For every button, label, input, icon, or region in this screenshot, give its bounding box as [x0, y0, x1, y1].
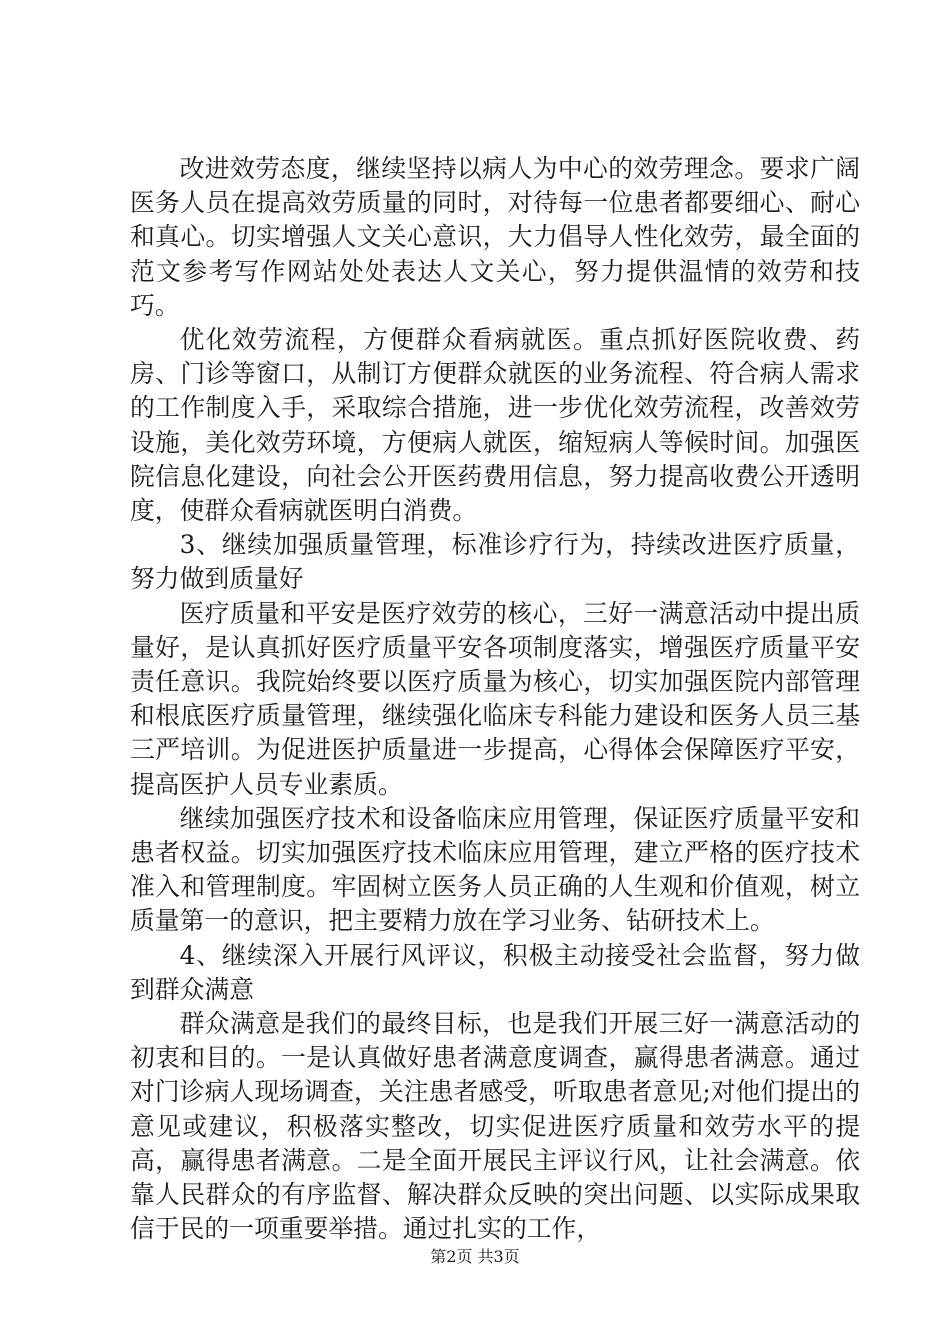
document-body	[130, 152, 860, 1247]
paragraph-optimize-process: 优化效劳流程，方便群众看病就医。重点抓好医院收费、药房、门诊等窗口，从制订方便群众就医的业务流程、符合病人需求的工作制度入手，采取综合措施，进一步优化效劳流程，改善效劳设施，美化效劳环境，方便病人就医，缩短病人等候时间。加强医院信息化建设，向社会公开医药费用信息，努力提高收费公开透明度，使群众看病就医明白消费。	[130, 325, 860, 526]
section-heading-satisfaction: 4、继续深入开展行风评议，积极主动接受社会监督，努力做到群众满意	[130, 940, 860, 1004]
paragraph-public-satisfaction: 群众满意是我们的最终目标，也是我们开展三好一满意活动的初衷和目的。一是认真做好患者满意度调查，赢得患者满意。通过对门诊病人现场调查，关注患者感受，听取患者意见;对他们提出的意见或建议，积极落实整改，切实促进医疗质量和效劳水平的提高，赢得患者满意。二是全面开展民主评议行风，让社会满意。依靠人民群众的有序监督、解决群众反映的突出问题、以实际成果取信于民的一项重要举措。通过扎实的工作，	[130, 1009, 860, 1244]
paragraph-service-attitude: 改进效劳态度，继续坚持以病人为中心的效劳理念。要求广阔医务人员在提高效劳质量的同时，对待每一位患者都要细心、耐心和真心。切实增强人文关心意识，大力倡导人性化效劳，最全面的范文参考写作网站处处表达人文关心，努力提供温情的效劳和技巧。	[130, 154, 860, 320]
page-number-footer: 第2页 共3页	[430, 1247, 520, 1266]
paragraph-technology-management: 继续加强医疗技术和设备临床应用管理，保证医疗质量平安和患者权益。切实加强医疗技术临床应用管理，建立严格的医疗技术准入和管理制度。牢固树立医务人员正确的人生观和价值观，树立质量第一的意识，把主要精力放在学习业务、钻研技术上。	[130, 803, 860, 936]
paragraph-quality-safety: 医疗质量和平安是医疗效劳的核心，三好一满意活动中提出质量好，是认真抓好医疗质量平安各项制度落实，增强医疗质量平安责任意识。我院始终要以医疗质量为核心，切实加强医院内部管理和根底医疗质量管理，继续强化临床专科能力建设和医务人员三基三严培训。为促进医护质量进一步提高，心得体会保障医疗平安，提高医护人员专业素质。	[130, 598, 860, 799]
section-heading-quality: 3、继续加强质量管理，标准诊疗行为，持续改进医疗质量，努力做到质量好	[130, 530, 860, 594]
